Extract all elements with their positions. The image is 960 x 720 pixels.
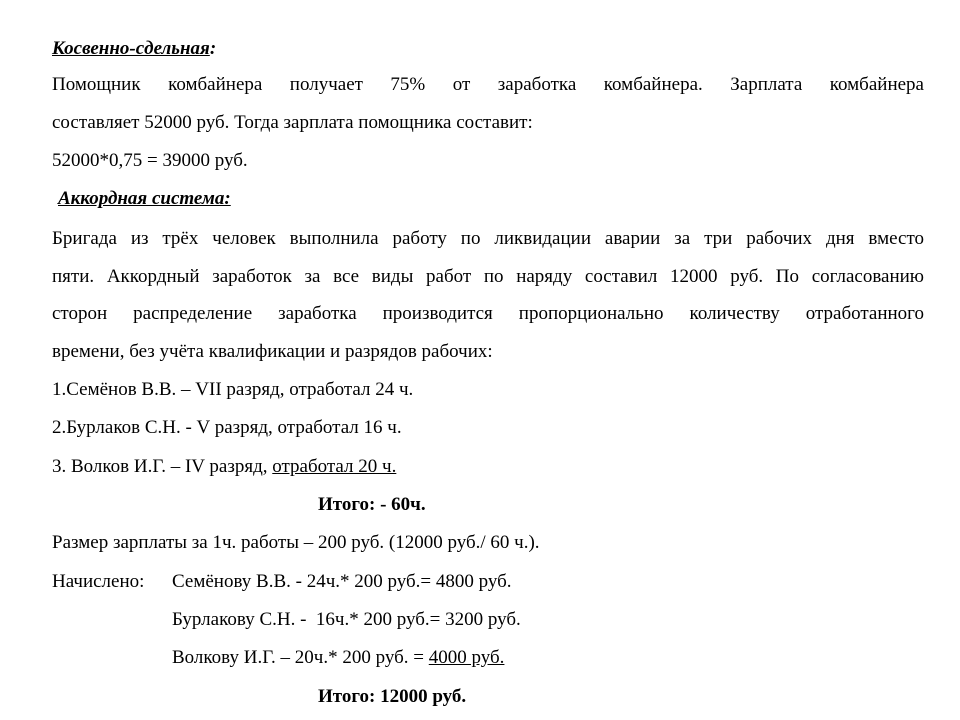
worker-text: 2.Бурлаков С.Н. - V разряд, отработал 16 ч. (52, 417, 402, 438)
calculation-line: 52000*0,75 = 39000 руб. (52, 150, 248, 171)
worker-text: 3. Волков И.Г. – IV разряд, (52, 456, 273, 477)
paragraph-line: Бригада из трёх человек выполнила работу по ликвидации аварии за три рабочих дня вместо (52, 228, 924, 249)
rate-line: Размер зарплаты за 1ч. работы – 200 руб. (12000 руб./ 60 ч.). (52, 532, 540, 553)
heading-text: Аккордная система: (58, 188, 231, 209)
paragraph-line: составляет 52000 руб. Тогда зарплата помощника составит: (52, 112, 533, 133)
heading-text: Косвенно-сдельная (52, 38, 210, 59)
worker-text: 1.Семёнов В.В. – VII разряд, отработал 24 ч. (52, 379, 414, 400)
heading-colon: : (209, 38, 217, 59)
accrued-label: Начислено: (52, 571, 145, 592)
grand-total: Итого: 12000 руб. (318, 686, 467, 707)
paragraph-line: пяти. Аккордный заработок за все виды работ по наряду составил 12000 руб. По согласованию (52, 266, 924, 287)
accrual-item (172, 607, 521, 633)
accrual-text: Семёнову В.В. - 24ч.* 200 руб.= 4800 руб. (172, 571, 512, 592)
worker-item (52, 415, 924, 441)
accrual-text: Волкову И.Г. – 20ч.* 200 руб. = (172, 647, 429, 668)
paragraph-line: сторон распределение заработка производится пропорционально количеству отработанного (52, 303, 924, 324)
paragraph-line: Помощник комбайнера получает 75% от заработка комбайнера. Зарплата комбайнера (52, 74, 924, 95)
worker-item (52, 377, 924, 403)
worker-text-underlined: отработал 20 ч. (272, 456, 397, 477)
section-heading-accord-system (58, 186, 930, 212)
worker-item (52, 454, 924, 480)
accrual-item (172, 569, 512, 595)
hours-total: Итого: - 60ч. (318, 494, 426, 515)
accrual-text-underlined: 4000 руб. (428, 647, 505, 668)
paragraph-line: времени, без учёта квалификации и разрядов рабочих: (52, 341, 493, 362)
section-heading-indirect-piecework (52, 36, 924, 62)
accrual-item (172, 645, 504, 671)
accrual-text: Бурлакову С.Н. - 16ч.* 200 руб.= 3200 руб. (172, 609, 521, 630)
